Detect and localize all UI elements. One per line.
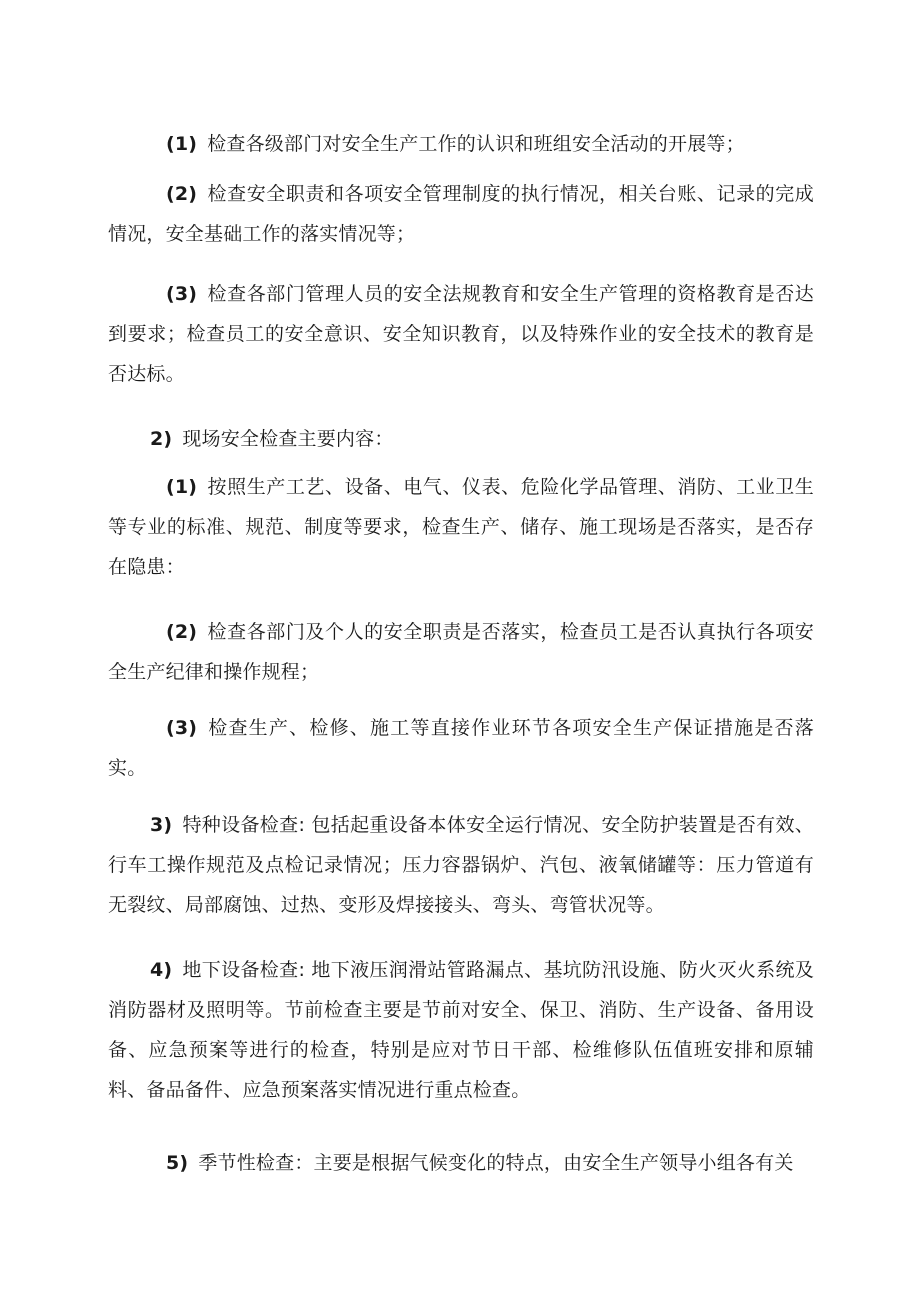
paragraph-text: 检查各部门管理人员的安全法规教育和安全生产管理的资格教育是否达到要求；检查员工的安全意识、安全知识教育，以及特殊作业的安全技术的教育是否达标。 (108, 283, 814, 385)
paragraph-text: 检查安全职责和各项安全管理制度的执行情况，相关台账、记录的完成情况，安全基础工作的落实情况等； (108, 183, 814, 245)
item-number: 4) (150, 959, 173, 981)
paragraph-text: 检查各级部门对安全生产工作的认识和班组安全活动的开展等； (207, 133, 745, 155)
item-number: (1) (166, 476, 198, 498)
paragraph-text: 季节性检查：主要是根据气候变化的特点，由安全生产领导小组各有关 (198, 1152, 794, 1174)
item-number: (2) (166, 621, 198, 643)
item-number: 2) (150, 428, 173, 450)
paragraph-text: 地下设备检查: 地下液压润滑站管路漏点、基坑防汛设施、防火灭火系统及消防器材及照明等。节前检查主要是节前对安全、保卫、消防、生产设备、备用设备、应急预案等进行的检查，特别是应对节日干部、检维修队伍值班安排和原辅料、备品备件、应急预案落实情况进行重点检查。 (108, 959, 814, 1101)
section-heading-site-inspection (108, 419, 814, 459)
paragraph-text: 检查生产、检修、施工等直接作业环节各项安全生产保证措施是否落实。 (108, 717, 814, 779)
paragraph-site-3 (108, 708, 814, 788)
item-number: 3) (150, 814, 173, 836)
item-number: (3) (166, 717, 198, 739)
paragraph-text: 检查各部门及个人的安全职责是否落实，检查员工是否认真执行各项安全生产纪律和操作规程； (108, 621, 814, 683)
item-number: (3) (166, 283, 198, 305)
paragraph-check-2 (108, 174, 814, 254)
paragraph-text: 特种设备检查: 包括起重设备本体安全运行情况、安全防护装置是否有效、行车工操作规范及点检记录情况；压力容器锅炉、汽包、液氧储罐等：压力管道有无裂纹、局部腐蚀、过热、变形及焊接接头、弯头、弯管状况等。 (108, 814, 814, 916)
item-number: 5) (166, 1152, 189, 1174)
item-number: (1) (166, 133, 198, 155)
item-number: (2) (166, 183, 198, 205)
paragraph-text: 现场安全检查主要内容： (182, 428, 394, 450)
paragraph-check-3 (108, 274, 814, 394)
paragraph-special-equipment (108, 805, 814, 925)
paragraph-seasonal-check (108, 1143, 814, 1183)
paragraph-text: 按照生产工艺、设备、电气、仪表、危险化学品管理、消防、工业卫生等专业的标准、规范、制度等要求，检查生产、储存、施工现场是否落实，是否存在隐患： (108, 476, 814, 578)
paragraph-underground-equipment (108, 950, 814, 1110)
paragraph-site-2 (108, 612, 814, 692)
paragraph-check-1 (108, 124, 814, 164)
paragraph-site-1 (108, 467, 814, 587)
